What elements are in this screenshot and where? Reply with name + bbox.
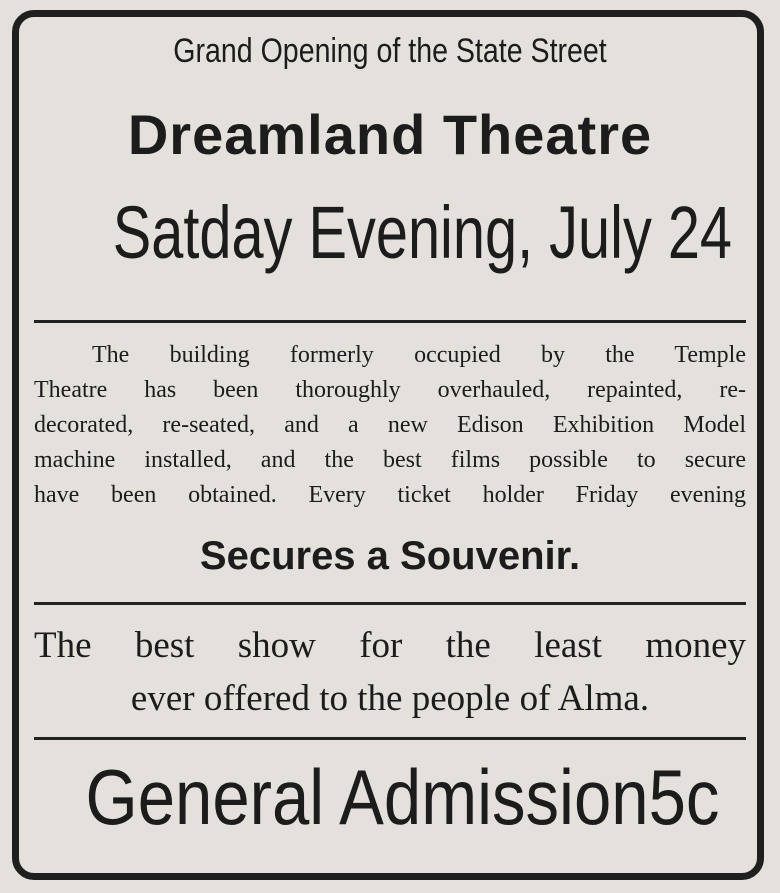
theatre-title: Dreamland Theatre bbox=[127, 103, 653, 166]
tagline-line-2: ever offered to the people of Alma. bbox=[130, 678, 650, 719]
admission-price: 5c bbox=[648, 753, 720, 841]
divider-rule-1 bbox=[34, 320, 746, 323]
description-line-5: have been obtained. Every ticket holder Friday evening bbox=[34, 482, 746, 508]
description-line-3: decorated, re-seated, and a new Edison Exhibition Model bbox=[34, 412, 746, 438]
event-date: Satday Evening, July 24 bbox=[112, 191, 733, 274]
description-paragraph bbox=[34, 338, 746, 513]
description-line-1: The building formerly occupied by the Temple bbox=[92, 342, 746, 368]
admission-label: General Admission bbox=[85, 753, 649, 841]
divider-rule-2 bbox=[34, 602, 746, 605]
admission-row bbox=[85, 752, 720, 843]
tagline-line-1: The best show for the least money bbox=[34, 625, 746, 666]
divider-rule-3 bbox=[34, 737, 746, 740]
description-line-2: Theatre has been thoroughly overhauled, repainted, re- bbox=[34, 377, 746, 403]
opening-heading: Grand Opening of the State Street bbox=[173, 32, 607, 70]
description-line-4: machine installed, and the best films possible to secure bbox=[34, 447, 746, 473]
souvenir-headline: Secures a Souvenir. bbox=[199, 534, 581, 578]
